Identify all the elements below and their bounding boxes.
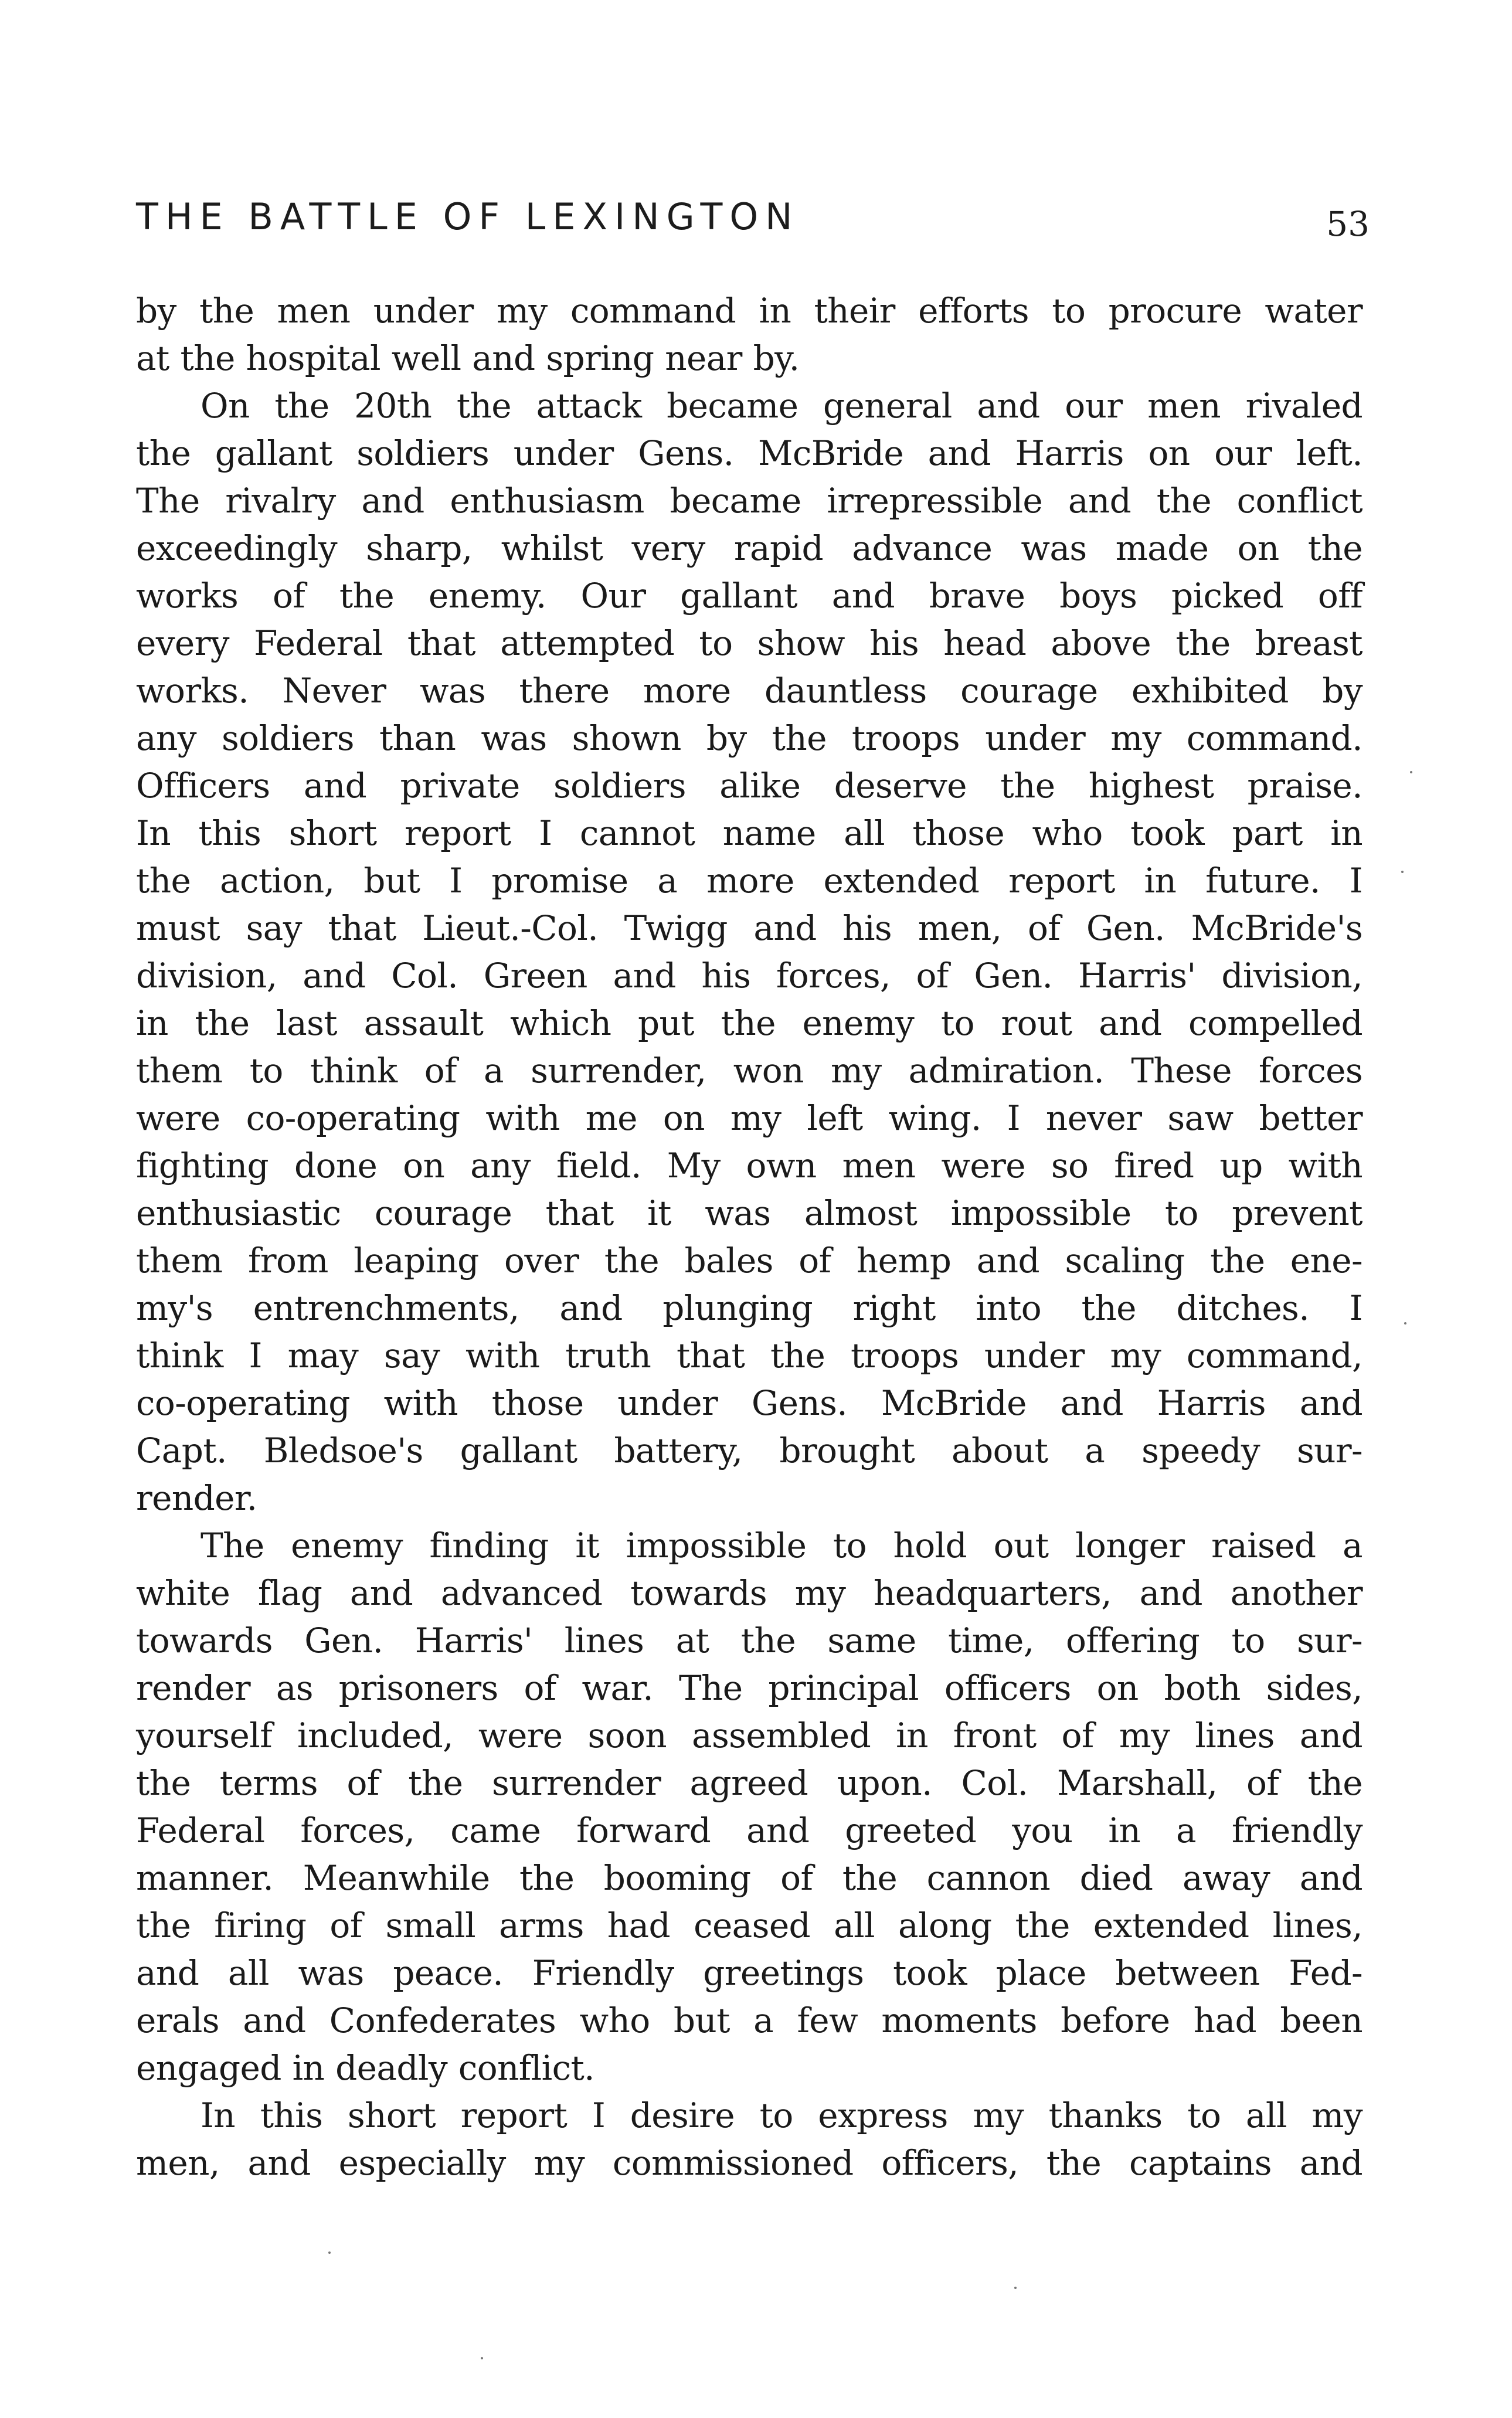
text-line: men, and especially my commissioned officers, the captains and (136, 2143, 1363, 2183)
text-line: the action, but I promise a more extended report in future. I (136, 861, 1363, 901)
text-line: render. (136, 1478, 257, 1518)
scan-speck (1014, 2287, 1017, 2289)
text-line: works of the enemy. Our gallant and brave boys picked off (136, 576, 1363, 616)
text-line: fighting done on any field. My own men were so fired up with (136, 1146, 1363, 1186)
text-line: the firing of small arms had ceased all along the extended lines, (136, 1906, 1363, 1945)
scan-speck (328, 2251, 331, 2254)
text-line: works. Never was there more dauntless courage exhibited by (136, 671, 1363, 711)
text-line: the gallant soldiers under Gens. McBride and Harris on our left. (136, 433, 1363, 473)
scan-speck (481, 2357, 483, 2359)
text-line: The rivalry and enthusiasm became irrepressible and the conflict (136, 481, 1363, 521)
text-line: co-operating with those under Gens. McBride and Harris and (136, 1383, 1363, 1423)
text-line: must say that Lieut.-Col. Twigg and his men, of Gen. McBride's (136, 908, 1363, 948)
text-line: manner. Meanwhile the booming of the cannon died away and (136, 1858, 1363, 1898)
text-line: and all was peace. Friendly greetings took place between Fed- (136, 1953, 1363, 1993)
text-line: them from leaping over the bales of hemp and scaling the ene- (136, 1241, 1363, 1281)
text-line: my's entrenchments, and plunging right into the ditches. I (136, 1288, 1363, 1328)
text-line: Capt. Bledsoe's gallant battery, brought about a speedy sur- (136, 1431, 1363, 1471)
paragraph-thanks (136, 2092, 1363, 2187)
text-line: render as prisoners of war. The principal officers on both sides, (136, 1668, 1363, 1708)
scan-speck (1401, 871, 1404, 873)
text-line: by the men under my command in their efforts to procure water (136, 291, 1363, 331)
text-line: On the 20th the attack became general and our men rivaled (201, 386, 1363, 426)
text-line: Federal forces, came forward and greeted you in a friendly (136, 1811, 1363, 1850)
text-line: In this short report I desire to express my thanks to all my (201, 2096, 1363, 2135)
text-line: In this short report I cannot name all those who took part in (136, 813, 1363, 853)
text-line: white flag and advanced towards my headquarters, and another (136, 1573, 1363, 1613)
text-line: think I may say with truth that the troops under my command, (136, 1336, 1363, 1376)
text-line: The enemy finding it impossible to hold out longer raised a (201, 1526, 1363, 1565)
text-line: at the hospital well and spring near by. (136, 338, 800, 378)
running-title: THE BATTLE OF LEXINGTON (136, 195, 800, 238)
running-header (136, 193, 1370, 246)
scan-speck (1410, 771, 1412, 773)
paragraph-attack (136, 382, 1363, 1522)
text-line: any soldiers than was shown by the troops under my command. (136, 718, 1363, 758)
text-line: enthusiastic courage that it was almost impossible to prevent (136, 1193, 1363, 1233)
text-line: in the last assault which put the enemy to rout and compelled (136, 1003, 1363, 1043)
text-line: erals and Confederates who but a few moments before had been (136, 2001, 1363, 2040)
text-line: exceedingly sharp, whilst very rapid advance was made on the (136, 528, 1363, 568)
paragraph-surrender (136, 1522, 1363, 2092)
text-line: the terms of the surrender agreed upon. Col. Marshall, of the (136, 1763, 1363, 1803)
text-line: division, and Col. Green and his forces, of Gen. Harris' division, (136, 956, 1363, 996)
text-line: yourself included, were soon assembled in front of my lines and (136, 1716, 1363, 1755)
text-line: them to think of a surrender, won my admiration. These forces (136, 1051, 1363, 1091)
scan-speck (1404, 1322, 1406, 1325)
body-text (136, 287, 1363, 2187)
text-line: towards Gen. Harris' lines at the same time, offering to sur- (136, 1621, 1363, 1660)
text-line: were co-operating with me on my left wing. I never saw better (136, 1098, 1363, 1138)
text-line: Officers and private soldiers alike deserve the highest praise. (136, 766, 1363, 806)
page-number: 53 (1326, 204, 1370, 244)
text-line: engaged in deadly conflict. (136, 2048, 595, 2088)
paragraph-continuation (136, 287, 1363, 382)
text-line: every Federal that attempted to show his head above the breast (136, 623, 1363, 663)
